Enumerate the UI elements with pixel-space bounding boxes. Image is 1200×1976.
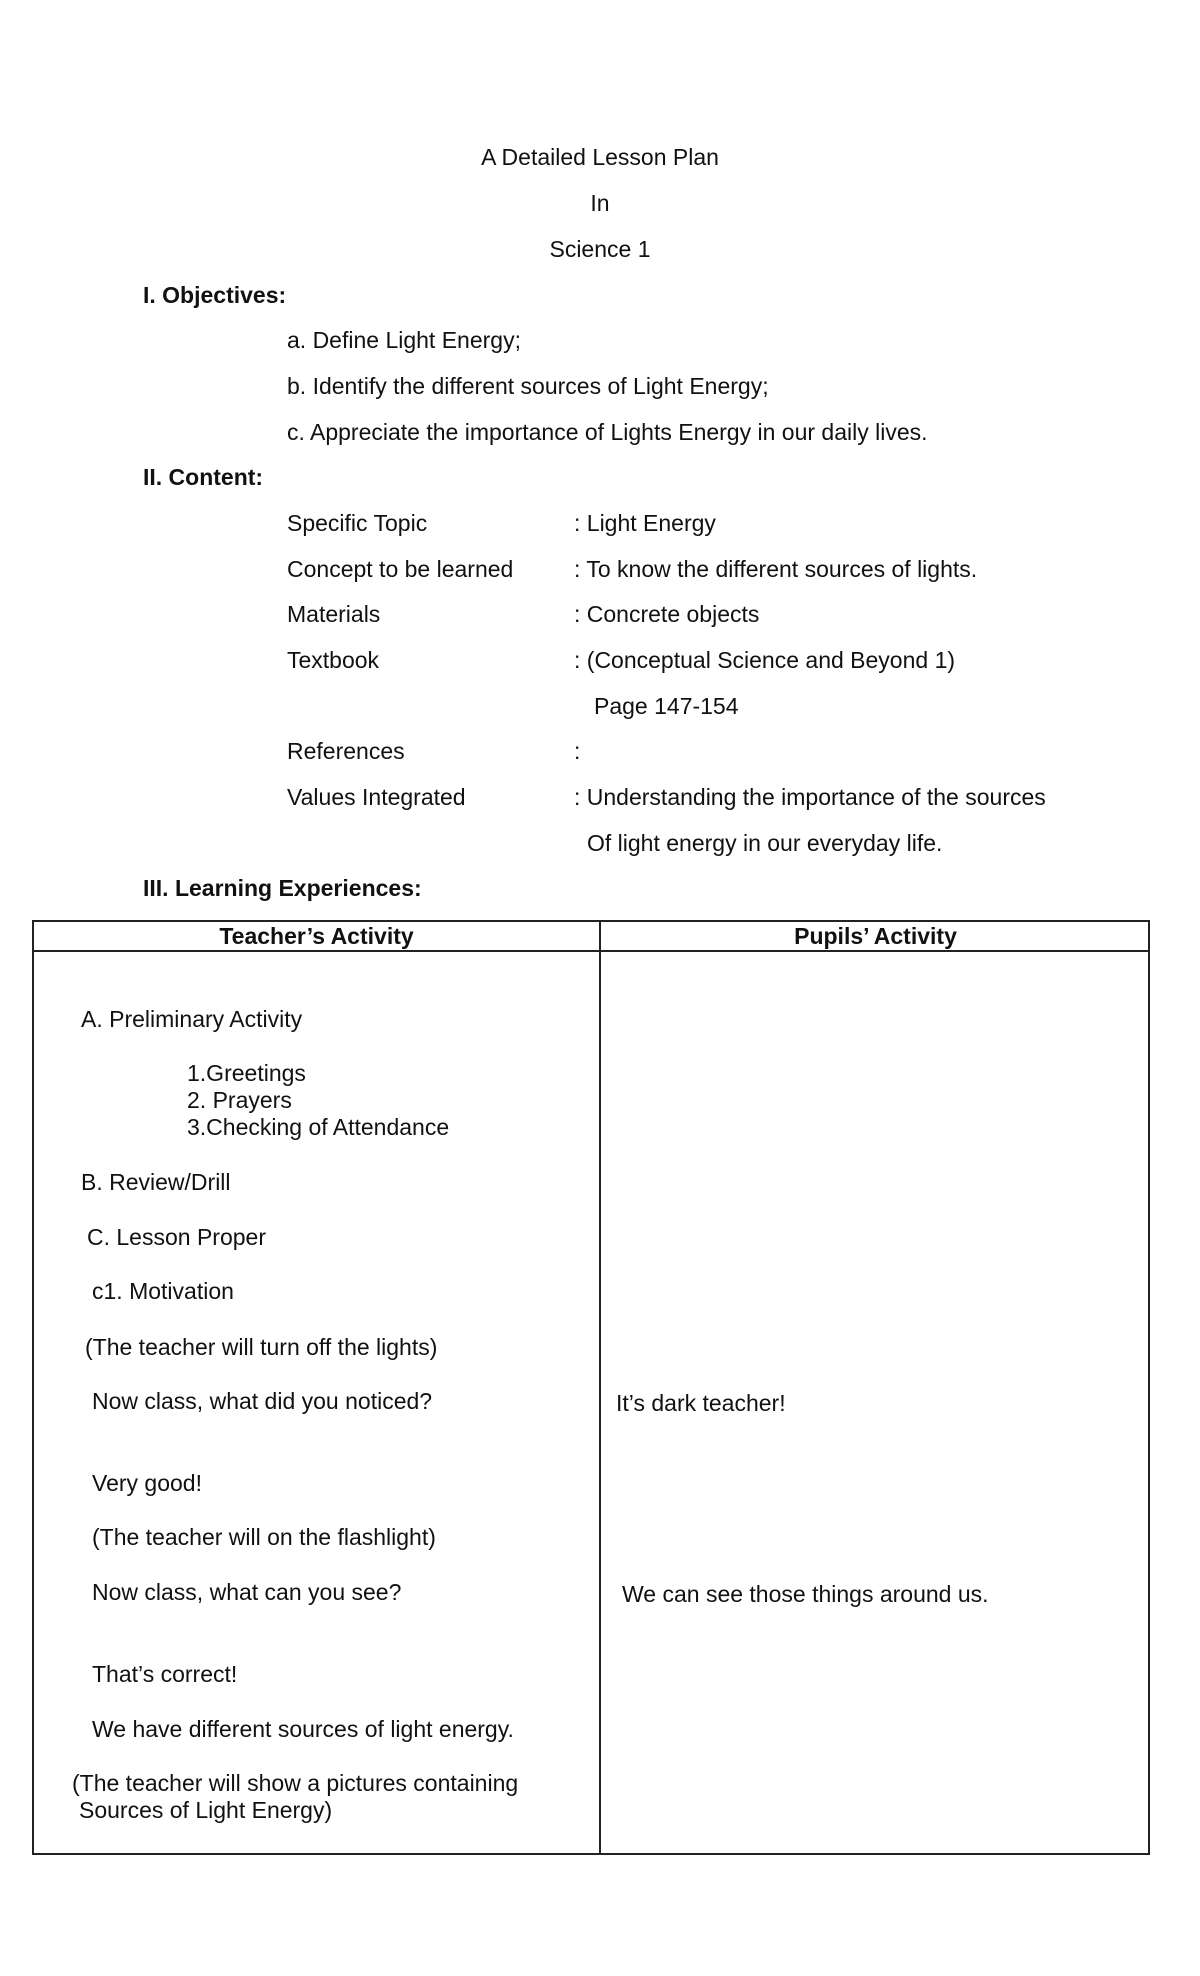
content-value-materials: : Concrete objects: [574, 601, 760, 627]
document-title: A Detailed Lesson Plan: [481, 144, 719, 170]
teacher-lights-off: (The teacher will turn off the lights): [85, 1334, 438, 1360]
teacher-show-pictures: (The teacher will show a pictures containing: [72, 1770, 519, 1796]
table-column-divider: [599, 922, 601, 1853]
teacher-question-see: Now class, what can you see?: [92, 1579, 402, 1605]
objective-item: c. Appreciate the importance of Lights Energy in our daily lives.: [287, 419, 928, 445]
content-value-values: : Understanding the importance of the sources: [574, 784, 1046, 810]
content-heading: II. Content:: [143, 464, 264, 490]
content-value-values-cont: Of light energy in our everyday life.: [587, 830, 943, 856]
table-header-rule: [34, 950, 1148, 952]
pupil-answer-see: We can see those things around us.: [622, 1581, 989, 1607]
column-header-teacher: Teacher’s Activity: [219, 923, 414, 949]
teacher-attendance: 3.Checking of Attendance: [187, 1114, 450, 1140]
content-label-references: References: [287, 738, 405, 764]
teacher-review-drill: B. Review/Drill: [81, 1169, 231, 1195]
content-value-specific-topic: : Light Energy: [574, 510, 716, 536]
teacher-motivation: c1. Motivation: [92, 1278, 234, 1304]
content-value-concept: : To know the different sources of lights.: [574, 556, 978, 582]
teacher-prayers: 2. Prayers: [187, 1087, 292, 1113]
document-title-in: In: [590, 190, 610, 216]
teacher-correct: That’s correct!: [92, 1661, 238, 1687]
objectives-heading: I. Objectives:: [143, 282, 287, 308]
teacher-question-noticed: Now class, what did you noticed?: [92, 1388, 433, 1414]
document-subject: Science 1: [549, 236, 651, 262]
pupil-answer-dark: It’s dark teacher!: [616, 1390, 786, 1416]
teacher-lesson-proper: C. Lesson Proper: [87, 1224, 266, 1250]
column-header-pupils: Pupils’ Activity: [794, 923, 957, 949]
content-value-references: :: [574, 738, 581, 764]
objective-item: b. Identify the different sources of Light Energy;: [287, 373, 769, 399]
learning-experiences-table: [32, 920, 1150, 1855]
content-label-specific-topic: Specific Topic: [287, 510, 428, 536]
content-label-textbook: Textbook: [287, 647, 380, 673]
content-label-concept: Concept to be learned: [287, 556, 514, 582]
teacher-greetings: 1.Greetings: [187, 1060, 306, 1086]
teacher-sources-statement: We have different sources of light energy.: [92, 1716, 514, 1742]
teacher-preliminary-activity: A. Preliminary Activity: [81, 1006, 303, 1032]
learning-heading: III. Learning Experiences:: [143, 875, 422, 901]
content-label-values: Values Integrated: [287, 784, 466, 810]
content-label-materials: Materials: [287, 601, 381, 627]
content-value-textbook: : (Conceptual Science and Beyond 1): [574, 647, 956, 673]
teacher-very-good: Very good!: [92, 1470, 202, 1496]
teacher-flashlight: (The teacher will on the flashlight): [92, 1524, 436, 1550]
content-value-textbook-pages: Page 147-154: [594, 693, 739, 719]
teacher-show-pictures-cont: Sources of Light Energy): [79, 1797, 333, 1823]
objective-item: a. Define Light Energy;: [287, 327, 521, 353]
